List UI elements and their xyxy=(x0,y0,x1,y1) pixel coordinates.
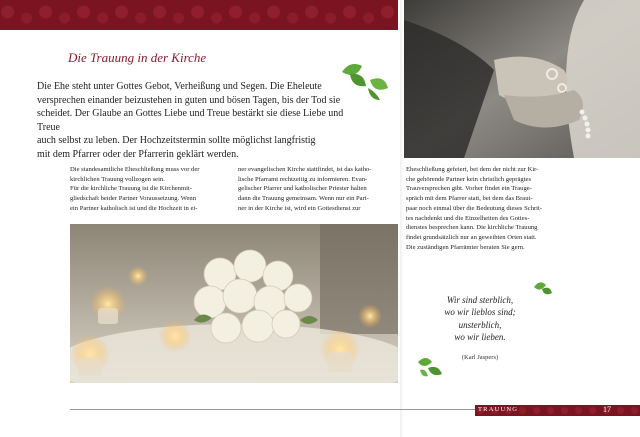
quote-author: (Karl Jaspers) xyxy=(461,354,499,361)
column-line: che gehörende Partner kein christlich geprägtes xyxy=(406,175,532,183)
quote-line: wo wir lieblos sind; xyxy=(444,307,516,318)
quote-line: unsterblich, xyxy=(458,319,502,330)
column-line: ein Partner katholisch ist und die Hochzeit in ei- xyxy=(70,204,198,212)
column-line: Die standesamtliche Eheschließung muss vor der xyxy=(70,166,200,173)
top-decorative-band xyxy=(0,0,398,30)
column-line: lische Pfarramt rechtzeitig zu informieren. Evan- xyxy=(238,175,368,183)
roses-and-candles-photo xyxy=(70,224,398,383)
column-line: kirchlichen Trauung vollzogen sein. xyxy=(70,175,165,183)
column-line: Trauversprechen gibt. Vorher findet ein Trauge- xyxy=(406,185,532,193)
column-line: gelischer Pfarrer und katholischer Priester halten xyxy=(238,185,367,193)
quote-block xyxy=(430,294,530,344)
intro-line: auch selbst zu leben. Der Hochzeitstermin sollte möglichst langfristig xyxy=(37,135,316,147)
intro-line: mit dem Pfarrer oder der Pfarrerin geklärt werden. xyxy=(37,148,239,160)
column-line: dienstes besprechen kann. Die kirchliche Trauung xyxy=(406,224,538,232)
intro-line: Die Ehe steht unter Gottes Gebot, Verheißung und Segen. Die Eheleute xyxy=(37,81,322,92)
column-line: gliedschaft beider Partner Voraussetzung. Wenn xyxy=(70,195,196,203)
intro-line: scheidet. Der Glaube an Gottes Liebe und Treue bestärkt sie diese Liebe und Treue xyxy=(37,108,344,133)
wedding-hands-photo xyxy=(404,0,640,158)
column-line: ner in der Kirche ist, wird ein Gottesdienst zur xyxy=(238,204,361,212)
intro-paragraph xyxy=(37,80,367,162)
footer-rule xyxy=(70,409,475,410)
body-column-2 xyxy=(238,165,398,214)
column-line: ner evangelischen Kirche stattfindet, ist das katho- xyxy=(238,166,372,173)
quote-line: Wir sind sterblich, xyxy=(446,295,514,305)
leaf-icon xyxy=(532,279,554,297)
body-column-3 xyxy=(406,165,568,252)
column-line: findet grundsätzlich nur an geweihten Orten statt. xyxy=(406,233,537,241)
column-line: Für die kirchliche Trauung ist die Kirchenmit- xyxy=(70,185,192,193)
quote-line: wo wir lieben. xyxy=(454,332,506,343)
column-line: spräch mit dem Pfarrer statt, bei dem das Braut- xyxy=(406,195,533,203)
body-column-1 xyxy=(70,165,230,214)
column-line: Die zuständigen Pfarrämter beraten Sie gern. xyxy=(406,243,525,251)
section-label: TRAUUNG xyxy=(478,406,519,413)
column-line: paar noch einmal über die Bedeutung dieses Schrit- xyxy=(406,204,543,212)
column-line: tes nachdenkt und die Einzelheiten des Gottes- xyxy=(406,214,530,222)
column-line: Eheschließung gefeiert, bei dem der nicht zur Kir- xyxy=(406,166,539,173)
intro-line: versprechen einander beizustehen in guten und bösen Tagen, bis der Tod sie xyxy=(37,94,341,106)
column-line: dann die Trauung gemeinsam. Wenn nur ein Part- xyxy=(238,195,369,203)
page-number: 17 xyxy=(603,405,611,414)
page-title: Die Trauung in der Kirche xyxy=(68,50,207,65)
